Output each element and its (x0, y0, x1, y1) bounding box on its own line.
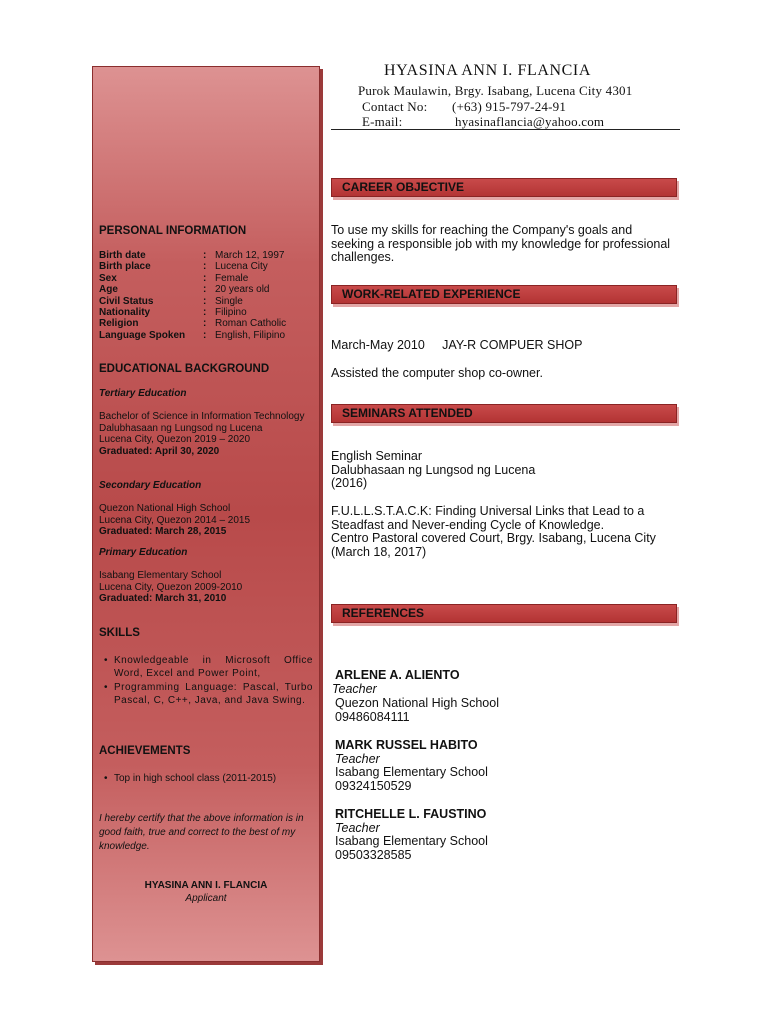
personal-info-row (99, 330, 286, 341)
reference-phone: 09503328585 (335, 848, 412, 862)
email-label: E-mail: (362, 114, 403, 129)
personal-info-value: Filipino (215, 307, 247, 319)
colon: : (203, 261, 207, 273)
career-objective-text: To use my skills for reaching the Company's goals and seeking a responsible job with my knowledge for professional challenges. (331, 223, 671, 265)
seminar-date: (2016) (331, 476, 368, 491)
personal-info-value: English, Filipino (215, 329, 286, 341)
tertiary-school: Dalubhasaan ng Lungsod ng Lucena (99, 422, 263, 434)
reference-name: RITCHELLE L. FAUSTINO (335, 807, 487, 821)
personal-info-key: Religion (99, 318, 139, 330)
reference-phone: 09486084111 (335, 710, 410, 724)
primary-label: Primary Education (99, 547, 188, 558)
primary-location: Lucena City, Quezon 2009-2010 (99, 581, 243, 593)
secondary-label: Secondary Education (99, 480, 202, 491)
list-item: • Top in high school class (2011-2015) (99, 772, 313, 785)
work-description: Assisted the computer shop co-owner. (331, 366, 543, 380)
tertiary-education (99, 388, 315, 457)
personal-info-value: Roman Catholic (215, 318, 287, 330)
reference-school: Isabang Elementary School (335, 765, 488, 779)
seminar-date: (March 18, 2017) (331, 544, 427, 559)
reference-school: Isabang Elementary School (335, 834, 488, 848)
seminar-title: F.U.L.L.S.T.A.C.K: Finding Universal Links that Lead to a Steadfast and Never-ending Cycle of Knowledge. (331, 504, 645, 532)
work-experience-heading: WORK-RELATED EXPERIENCE (331, 285, 677, 304)
header-divider (331, 129, 680, 130)
personal-info-row (99, 296, 286, 307)
signature-name: HYASINA ANN I. FLANCIA (144, 880, 268, 891)
personal-info-key: Sex (99, 272, 117, 284)
contact-label: Contact No: (362, 99, 428, 114)
colon: : (203, 295, 207, 307)
seminar-entry (331, 505, 677, 559)
signature-role: Applicant (185, 893, 227, 904)
personal-info-row (99, 250, 286, 261)
personal-info-key: Age (99, 284, 118, 296)
skills-list (99, 654, 313, 707)
personal-info-value: Single (215, 295, 243, 307)
work-period: March-May 2010 (331, 338, 425, 352)
reference-details (335, 696, 499, 724)
list-item: • Knowledgeable in Microsoft Office Word, Excel and Power Point, (99, 654, 313, 681)
tertiary-label: Tertiary Education (99, 388, 187, 399)
skills-heading: SKILLS (99, 627, 140, 639)
tertiary-location: Lucena City, Quezon 2019 – 2020 (99, 434, 251, 446)
sidebar (92, 66, 320, 962)
reference-details (335, 765, 488, 793)
reference-name: ARLENE A. ALIENTO (335, 668, 460, 682)
personal-info-value: March 12, 1997 (215, 250, 285, 261)
reference-role (332, 682, 377, 696)
personal-info-table (99, 250, 286, 341)
email-address: hyasinaflancia@yahoo.com (455, 114, 605, 129)
seminars-heading: SEMINARS ATTENDED (331, 404, 677, 423)
tertiary-degree: Bachelor of Science in Information Technology (99, 411, 305, 423)
references-heading: REFERENCES (331, 604, 677, 623)
secondary-school: Quezon National High School (99, 503, 231, 515)
reference-phone: 09324150529 (335, 779, 412, 793)
secondary-graduated: Graduated: March 28, 2015 (99, 526, 227, 538)
personal-info-key: Language Spoken (99, 329, 186, 341)
address: Purok Maulawin, Brgy. Isabang, Lucena City 4301 (358, 83, 633, 98)
personal-info-row (99, 318, 286, 329)
achievements-heading: ACHIEVEMENTS (99, 745, 191, 757)
personal-info-row (99, 273, 286, 284)
personal-info-key: Nationality (99, 307, 151, 319)
colon: : (203, 284, 207, 296)
personal-info-row (99, 261, 286, 272)
education-heading: EDUCATIONAL BACKGROUND (99, 363, 270, 375)
personal-info-key: Birth date (99, 250, 146, 261)
colon: : (203, 318, 207, 330)
seminar-venue: Dalubhasaan ng Lungsod ng Lucena (331, 462, 536, 477)
personal-info-key: Birth place (99, 261, 151, 273)
secondary-location: Lucena City, Quezon 2014 – 2015 (99, 514, 251, 526)
seminar-title: English Seminar (331, 449, 423, 463)
personal-info-heading: PERSONAL INFORMATION (99, 225, 247, 237)
reference-role (335, 752, 380, 766)
seminar-venue: Centro Pastoral covered Court, Brgy. Isabang, Lucena City (331, 531, 656, 546)
contact-number: (+63) 915-797-24-91 (452, 99, 567, 114)
reference-role-text: Teacher (332, 682, 377, 696)
colon: : (203, 329, 207, 341)
secondary-education (99, 480, 315, 538)
reference-name: MARK RUSSEL HABITO (335, 738, 478, 752)
personal-info-row (99, 284, 286, 295)
primary-education (99, 547, 315, 605)
certification-statement: I hereby certify that the above information is in good faith, true and correct to the best of my knowledge. (99, 813, 304, 852)
personal-info-value: 20 years old (215, 284, 270, 296)
reference-role (335, 821, 380, 835)
colon: : (203, 272, 207, 284)
primary-graduated: Graduated: March 31, 2010 (99, 593, 227, 605)
personal-info-row (99, 307, 286, 318)
colon: : (203, 250, 207, 261)
list-item: • Programming Language: Pascal, Turbo Pascal, C, C++, Java, and Java Swing. (99, 681, 313, 708)
personal-info-key: Civil Status (99, 295, 154, 307)
primary-school: Isabang Elementary School (99, 570, 222, 582)
personal-info-value: Female (215, 272, 249, 284)
reference-role-text: Teacher (335, 752, 380, 766)
reference-details (335, 834, 488, 862)
personal-info-value: Lucena City (215, 261, 268, 273)
seminar-entry (331, 450, 677, 491)
achievements-list (99, 772, 313, 785)
applicant-name: HYASINA ANN I. FLANCIA (384, 62, 591, 79)
reference-school: Quezon National High School (335, 696, 499, 710)
work-entry (331, 339, 677, 353)
tertiary-graduated: Graduated: April 30, 2020 (99, 445, 220, 457)
career-objective-heading: CAREER OBJECTIVE (331, 178, 677, 197)
colon: : (203, 307, 207, 319)
work-company: JAY-R COMPUER SHOP (442, 338, 583, 352)
reference-role-text: Teacher (335, 821, 380, 835)
